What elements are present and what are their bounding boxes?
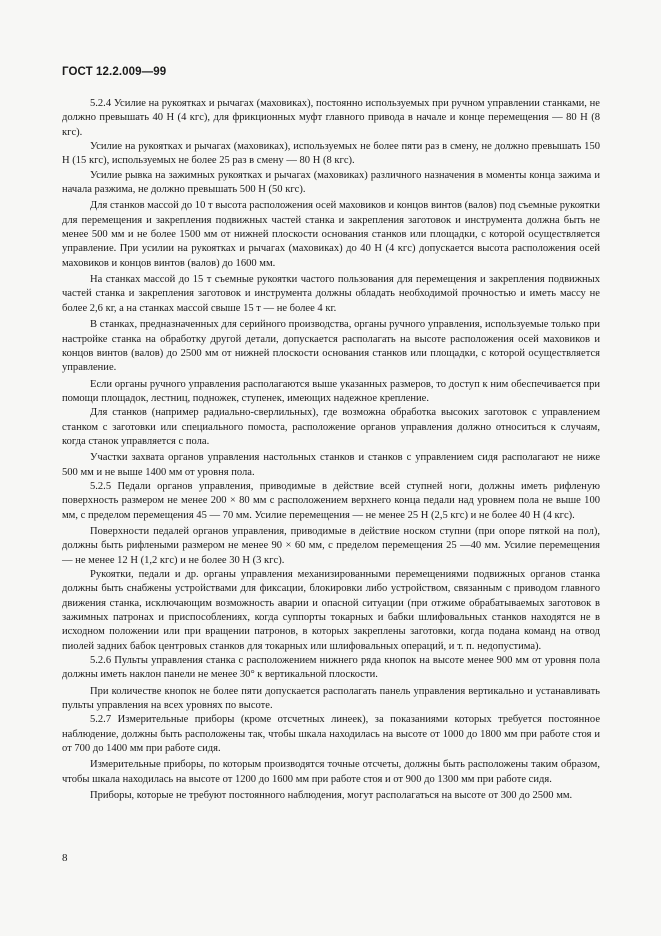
body-text bbox=[62, 97, 600, 804]
paragraph-5-2-7: 5.2.7 Измерительные приборы (кроме отсчетных линеек), за показаниями которых требуется постоянное наблюдение, должны быть расположены так, чтобы шкала находилась на высоте от 1000 до 1800 мм при работе стоя и от 700 до 1400 мм при работе сидя. bbox=[62, 714, 600, 755]
paragraph-5-2-4: 5.2.4 Усилие на рукоятках и рычагах (маховиках), постоянно используемых при ручном управлении станками, не должно превышать 40 Н (4 кгс), для фрикционных муфт главного привода в начале и конце перемещения — 80 Н (8 кгс). bbox=[62, 98, 600, 138]
page-number: 8 bbox=[62, 852, 68, 864]
document-code-header: ГОСТ 12.2.009—99 bbox=[62, 66, 167, 78]
paragraph: Измерительные приборы, по которым производятся точные отсчеты, должны быть расположены таким образом, чтобы шкала находилась на высоте от 1200 до 1600 мм при работе стоя и от 900 до 1300 мм при работе сидя. bbox=[62, 759, 600, 785]
paragraph-5-2-6: 5.2.6 Пульты управления станка с расположением нижнего ряда кнопок на высоте менее 900 мм от уровня пола должны иметь наклон панели не менее 30° к вертикальной плоскости. bbox=[62, 655, 600, 681]
paragraph: Поверхности педалей органов управления, приводимые в действие носком ступни (при опоре пяткой на пол), должны быть рифлеными размером не менее 90 × 60 мм, с пределом перемещения 25 —40 мм. Усилие перемещения — не менее 12 Н (1,2 кгс) и не более 30 Н (3 кгс). bbox=[62, 525, 600, 566]
paragraph: Приборы, которые не требуют постоянного наблюдения, могут располагаться на высоте от 300 до 2500 мм. bbox=[90, 790, 573, 802]
paragraph: Участки захвата органов управления настольных станков и станков с управлением сидя располагают не ниже 500 мм и не выше 1400 мм от уровня пола. bbox=[62, 452, 600, 478]
paragraph: Усилие рывка на зажимных рукоятках и рычагах (маховиках) различного назначения в моменты конца зажима и начала разжима, не должно превышать 500 Н (50 кгс). bbox=[62, 169, 600, 196]
paragraph-5-2-5: 5.2.5 Педали органов управления, приводимые в действие всей ступней ноги, должны иметь рифленую поверхность размером не менее 200 × 80 мм с расположением верхнего конца педали над уровнем пола не выше 100 мм, с пределом перемещения 45 — 70 мм. Усилие перемещения — не менее 25 Н (2,5 кгс) и не более 40 Н (4 кгс). bbox=[62, 480, 600, 521]
paragraph: Усилие на рукоятках и рычагах (маховиках), используемых не более пяти раз в смену, не должно превышать 150 Н (15 кгс), используемых не более 25 раз в смену — 80 Н (8 кгс). bbox=[62, 141, 600, 167]
paragraph: Для станков массой до 10 т высота расположения осей маховиков и концов винтов (валов) под съемные рукоятки для перемещения и закрепления подвижных частей станка и закрепления заготовок и инструмента должна быть не менее 500 мм и не более 1500 мм от нижней плоскости основания станков или площадки, с которой осуществляется управление. При усилии на рукоятках и рычагах (маховиках) до 40 Н (4 кгс) допускается высота расположения осей маховиков и концов винтов (валов) до 1600 мм. bbox=[62, 200, 600, 269]
paragraph: Если органы ручного управления располагаются выше указанных размеров, то доступ к ним обеспечивается при помощи площадок, лестниц, подножек, ступенек, имеющих надежное крепление. bbox=[62, 378, 600, 404]
paragraph: В станках, предназначенных для серийного производства, органы ручного управления, используемые только при настройке станка на обработку другой детали, допускается располагать на высоте расположения осей маховиков и концов винтов (валов) до 2500 мм от нижней плоскости основания станков или площадки, с которой осуществляется управление. bbox=[62, 319, 600, 374]
paragraph: При количестве кнопок не более пяти допускается располагать панель управления вертикально и устанавливать пульты управления на всех уровнях по высоте. bbox=[62, 685, 600, 712]
paragraph: Для станков (например радиально-сверлильных), где возможна обработка высоких заготовок с управлением станком с заготовки или специального помоста, расположение органов управления должно относиться к случаям, когда станок управляется с пола. bbox=[62, 407, 600, 447]
paragraph: На станках массой до 15 т съемные рукоятки частого пользования для перемещения и закрепления подвижных частей станка и закрепления заготовок и инструмента должны обладать необходимой прочностью и иметь массу не более 2,6 кг, а на станках массой свыше 15 т — не более 4 кг. bbox=[62, 274, 600, 314]
paragraph: Рукоятки, педали и др. органы управления механизированными перемещениями подвижных органов станка должны быть снабжены устройствами для фиксации, блокировки либо устройством, связанным с приводом главного движения станка, исключающим возможность аварии и опасной ситуации (при отжиме обрабатываемых заготовок в зажимных патронах и приспособлениях, когда суппорты токарных и бабки шлифовальных станков находятся не в исходном положении или при вращении патронов, в которых закреплены заготовки, когда подана команд на отвод пиолей задних бабок центровых станков для токарных или шлифовальных операций, и т. п. недопустима). bbox=[62, 569, 600, 652]
